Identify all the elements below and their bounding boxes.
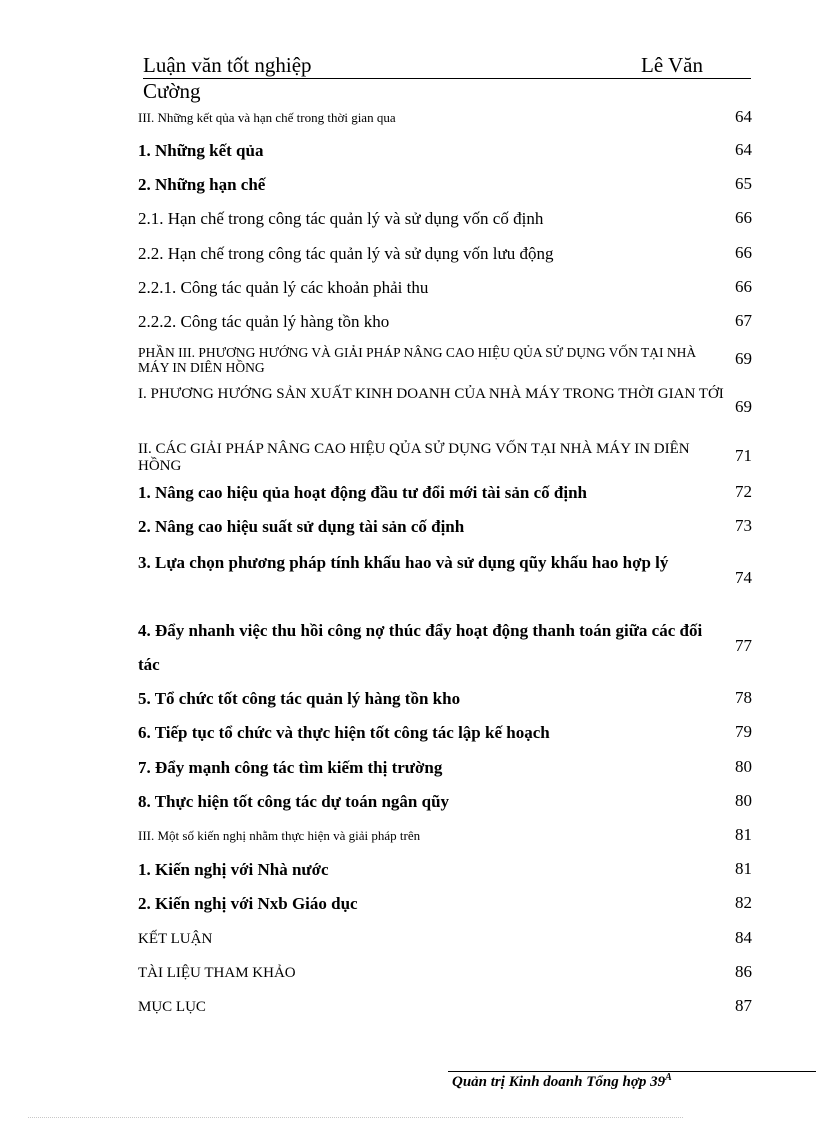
toc-entry-page: 79 — [735, 722, 752, 741]
toc-entry — [138, 546, 754, 614]
toc-entry-page: 78 — [735, 688, 752, 707]
toc-entry — [138, 311, 754, 333]
toc-entry — [138, 614, 754, 682]
toc-entry-text: 1. Kiến nghị với Nhà nước — [138, 860, 329, 879]
toc-entry-text: TÀI LIỆU THAM KHẢO — [138, 965, 296, 981]
toc-entry-text: I. PHƯƠNG HƯỚNG SẢN XUẤT KINH DOANH CỦA NHÀ MÁY TRONG THỜI GIAN TỚI — [138, 386, 724, 402]
toc-entry-text: 3. Lựa chọn phương pháp tính khấu hao và sử dụng qũy khấu hao hợp lý — [138, 553, 669, 572]
toc-entry — [138, 345, 754, 377]
toc-entry-text: 6. Tiếp tục tổ chức và thực hiện tốt công tác lập kế hoạch — [138, 723, 550, 742]
header-author: Lê Văn — [641, 53, 704, 77]
toc-entry-text: KẾT LUẬN — [138, 931, 213, 947]
toc-entry — [138, 859, 754, 881]
toc-entry-page: 64 — [735, 107, 752, 126]
toc-entry — [138, 140, 754, 162]
toc-entry — [138, 277, 754, 299]
toc-entry-page: 87 — [735, 996, 752, 1015]
toc-entry-text: III. Một số kiến nghị nhằm thực hiện và giải pháp trên — [138, 828, 421, 843]
header-author-continuation: Cường — [143, 79, 201, 103]
toc-entry-text: III. Những kết qủa và hạn chế trong thời gian qua — [138, 110, 396, 125]
toc-entry — [138, 208, 754, 230]
toc-entry-text: 2. Những hạn chế — [138, 175, 266, 194]
toc-entry-text: 2.1. Hạn chế trong công tác quản lý và sử dụng vốn cố định — [138, 209, 544, 228]
page-header — [143, 52, 751, 79]
page-bottom-divider — [28, 1117, 683, 1118]
toc-entry — [138, 791, 754, 813]
toc-entry-text: 2.2.1. Công tác quản lý các khoản phải thu — [138, 278, 429, 297]
toc-entry — [138, 688, 754, 710]
toc-entry — [138, 174, 754, 196]
toc-entry-text: 2.2.2. Công tác quản lý hàng tồn kho — [138, 312, 390, 331]
toc-entry-page: 81 — [735, 859, 752, 878]
toc-entry-page: 69 — [735, 397, 752, 416]
toc-entry — [138, 826, 754, 846]
toc-entry — [138, 996, 754, 1018]
toc-entry-text: 1. Những kết qủa — [138, 141, 264, 160]
toc-entry-text: 7. Đẩy mạnh công tác tìm kiếm thị trường — [138, 758, 443, 777]
toc-entry-text: 5. Tổ chức tốt công tác quản lý hàng tồn kho — [138, 689, 461, 708]
toc-entry-text: 8. Thực hiện tốt công tác dự toán ngân qũy — [138, 792, 450, 811]
toc-entry — [138, 441, 754, 477]
toc-entry-page: 84 — [735, 928, 752, 947]
toc-entry — [138, 962, 754, 984]
toc-entry — [138, 928, 754, 950]
toc-entry-page: 71 — [735, 446, 752, 465]
toc-entry-page: 77 — [735, 636, 752, 655]
toc-entry — [138, 108, 754, 128]
toc-entry-page: 69 — [735, 349, 752, 368]
toc-entry-page: 86 — [735, 962, 752, 981]
footer-text: Quản trị Kinh doanh Tổng hợp 39 — [452, 1074, 666, 1090]
toc-entry-text: PHẦN III. PHƯƠNG HƯỚNG VÀ GIẢI PHÁP NÂNG CAO HIỆU QỦA SỬ DỤNG VỐN TẠI NHÀ MÁY IN DIÊN HỒNG — [138, 345, 697, 375]
toc-entry-page: 65 — [735, 174, 752, 193]
toc-entry — [138, 516, 754, 538]
toc-entry-text: 2.2. Hạn chế trong công tác quản lý và sử dụng vốn lưu động — [138, 244, 554, 263]
header-title: Luận văn tốt nghiệp — [143, 53, 312, 77]
toc-entry — [138, 757, 754, 779]
toc-entry-page: 81 — [735, 825, 752, 844]
toc-entry-page: 66 — [735, 208, 752, 227]
toc-entry — [138, 482, 754, 504]
footer-superscript: A — [665, 1072, 672, 1083]
toc-entry-text: MỤC LỤC — [138, 999, 206, 1015]
toc-entry — [138, 722, 754, 744]
toc-entry-text: 4. Đẩy nhanh việc thu hồi công nợ thúc đẩy hoạt động thanh toán giữa các đối tác — [138, 621, 703, 674]
toc-entry-page: 73 — [735, 516, 752, 535]
toc-entry-page: 64 — [735, 140, 752, 159]
page-footer — [452, 1072, 672, 1091]
toc-entry-text: 1. Nâng cao hiệu qủa hoạt động đầu tư đổi mới tài sản cố định — [138, 483, 587, 502]
toc-entry-page: 66 — [735, 243, 752, 262]
toc-entry-page: 74 — [735, 568, 752, 587]
toc-entry-text: 2. Kiến nghị với Nxb Giáo dục — [138, 894, 358, 913]
toc-entry-page: 72 — [735, 482, 752, 501]
toc-entry-page: 82 — [735, 893, 752, 912]
toc-entry — [138, 379, 754, 435]
toc-entry-text: II. CÁC GIẢI PHÁP NÂNG CAO HIỆU QỦA SỬ DỤNG VỐN TẠI NHÀ MÁY IN DIÊN HỒNG — [138, 441, 690, 474]
toc-entry-page: 80 — [735, 757, 752, 776]
toc-entry-page: 67 — [735, 311, 752, 330]
toc-entry — [138, 893, 754, 915]
toc-entry-page: 80 — [735, 791, 752, 810]
toc-entry-text: 2. Nâng cao hiệu suất sử dụng tài sản cố định — [138, 517, 465, 536]
toc-entry — [138, 243, 754, 265]
toc-entry-page: 66 — [735, 277, 752, 296]
